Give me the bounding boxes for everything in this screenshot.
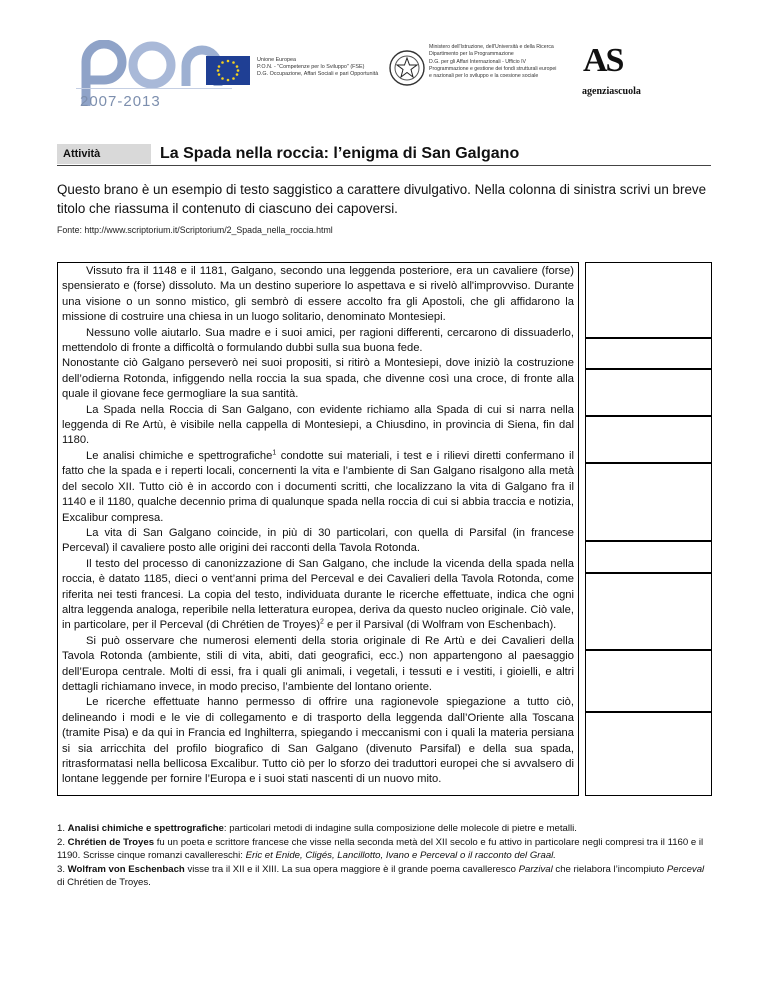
- footnote-ref[interactable]: 1: [272, 449, 277, 457]
- activity-label: Attività: [57, 144, 151, 164]
- footnote-ref[interactable]: 2: [320, 618, 324, 626]
- footnote: 2. Chrétien de Troyes fu un poeta e scrittore francese che visse nella seconda metà del XII secolo e fu attivo in particolare negli compresi tra il 1160 e il 1190. Scrisse cinque romanzi cavallereschi: Eric et Enide, Cligés, Lancillotto, Ivano e Perceval o il racconto del Graal.: [57, 836, 704, 861]
- footnote: 3. Wolfram von Eschenbach visse tra il XII e il XIII. La sua opera maggiore è il grande poema cavalleresco Parzival che rielabora l’incompiuto Perceval di Chrétien de Troyes.: [57, 863, 705, 888]
- paragraph: La vita di San Galgano coincide, in più di 30 particolari, con quella di Parsifal (in francese Perceval) il cavaliere posto alle origini dei racconti della Tavola Rotonda.: [62, 526, 574, 555]
- eu-program-text: Unione Europea P.O.N. - "Competenze per lo Sviluppo" (FSE) D.G. Occupazione, Affari Sociali e pari Opportunità: [257, 57, 379, 78]
- paragraph: La Spada nella Roccia di San Galgano, con evidente richiamo alla Spada di cui si narra nella leggenda di Re Artù, è visibile nella cappella di Montesiepi, a Chiusdino, in provincia di Siena, fin dal 1180.: [62, 403, 574, 447]
- title-answer-box[interactable]: [585, 541, 712, 573]
- title-answer-box[interactable]: [585, 369, 712, 416]
- ministry-text: Ministero dell'Istruzione, dell'Università e della Ricerca Dipartimento per la Programmazione D.G. per gli Affari Internazionali - Ufficio IV Programmazione e gestione dei fondi strutturali europei e nazionali per lo sviluppo e la coesione sociale: [429, 44, 557, 80]
- title-answer-box[interactable]: [585, 650, 712, 712]
- title-answer-box[interactable]: [585, 712, 712, 796]
- agenziascuola-logo-mark: AS: [583, 42, 623, 79]
- title-answer-box[interactable]: [585, 573, 712, 650]
- italian-republic-emblem-icon: [388, 48, 426, 88]
- paragraph: Nessuno volle aiutarlo. Sua madre e i suoi amici, per ragioni differenti, cercarono di dissuaderlo, mettendolo di fronte a difficoltà o formulando dubbi sulla sua buona fede.: [62, 326, 574, 355]
- pon-years: 2007-2013: [80, 93, 161, 110]
- eu-flag-icon: [206, 56, 250, 85]
- instructions: Questo brano è un esempio di testo saggistico a carattere divulgativo. Nella colonna di sinistra scrivi un breve titolo che riassuma il contenuto di ciascuno dei capoversi.: [57, 182, 707, 216]
- title-answer-box[interactable]: [585, 338, 712, 369]
- paragraph: Vissuto fra il 1148 e il 1181, Galgano, secondo una leggenda posteriore, era un cavaliere (forse) spensierato e (forse) dissoluto. Ma un destino superiore lo aspettava e si rivelò all'improvviso. Durante una visione o un sonno mistico, gli sembrò di essere accolto fra gli Apostoli, che gli affidarono la missione di costruire una chiesa in un luogo solitario, denominato Montesiepi.: [62, 265, 574, 324]
- footnotes: [57, 822, 711, 890]
- title-answer-box[interactable]: [585, 416, 712, 463]
- paragraph: Il testo del processo di canonizzazione di San Galgano, che include la vicenda della spada nella roccia, è datato 1185, dieci o vent’anni prima del Perceval e dei Cavalieri della Tavola Rotonda, come riferita nei testi francesi. La copia del testo, individuata durante le ricerche effettuate, indica che ogni altra leggenda analoga, reperibile nella letteratura europea, deriva da questo nucleo originale. Ciò vale, in particolare, per il Perceval (di Chrétien de Troyes)$^2$ e per il Parsival (di Wolfram von Eschenbach).: [62, 557, 574, 632]
- footnote: 1. Analisi chimiche e spettrografiche: particolari metodi di indagine sulla composizione delle molecole di pietre e metalli.: [57, 823, 577, 834]
- paragraph: Le analisi chimiche e spettrografiche$^1$ condotte sui materiali, i test e i rilievi diretti confermano il fatto che la spada e i reperti locali, concernenti la vita e l’ambiente di San Galgano risalgono alla metà del secolo XII. Tutto ciò è in accordo con i documenti scritti, che localizzano la vita di Galgano fra il 1140 e il 1180, qualche decennio prima di qualunque spada nella roccia di cui si abbia traccia e notizia, Excalibur compresa.: [62, 449, 574, 524]
- title-answer-box[interactable]: [585, 463, 712, 541]
- paragraph: Si può osservare che numerosi elementi della storia originale di Re Artù e dei Cavalieri della Tavola Rotonda (ambiente, stili di vita, abiti, dati geografici, ecc.) non appartengono al paesaggio dell’Europa centrale. Molti di essi, fra i quali gli animali, i vegetali, i tessuti e i vestiti, i gioielli, e altri dettagli richiamano invece, in modo preciso, l’ambiente del lontano oriente.: [62, 634, 574, 693]
- page-title: La Spada nella roccia: l’enigma di San Galgano: [160, 145, 520, 162]
- source-reference: Fonte: http://www.scriptorium.it/Scriptorium/2_Spada_nella_roccia.html: [57, 225, 333, 235]
- title-answer-box[interactable]: [585, 262, 712, 338]
- title-column: [585, 262, 712, 796]
- essay-text: [62, 264, 574, 788]
- title-divider: [57, 165, 711, 166]
- agenziascuola-logo-text: agenziascuola: [582, 86, 641, 97]
- paragraph: Nonostante ciò Galgano perseverò nei suoi propositi, si ritirò a Montesiepi, dove iniziò la costruzione dell’odierna Rotonda, infiggendo nella roccia la sua spada, che divenne così una croce, di fronte alla quale il giovane fece germogliare la sua santità.: [62, 357, 574, 401]
- paragraph: Le ricerche effettuate hanno permesso di offrire una ragionevole spiegazione a tutto ciò, delineando i modi e le vie di collegamento e di trasporto della leggenda dall’Oriente alla Toscana (tramite Pisa) e da qui in Francia ed Inghilterra, spiegando i meccanismi con i quali la materia persiana si sia arricchita del profilo biografico di San Galgano (divenuto Parsifal) e della sua spada, ritrasformatasi nella bellicosa Excalibur. Tutto ciò per lo sforzo dei traduttori europei che si avvalsero di lontane leggende per fornire l’Europa e i suoi stati nascenti di un nuovo mito.: [62, 696, 574, 786]
